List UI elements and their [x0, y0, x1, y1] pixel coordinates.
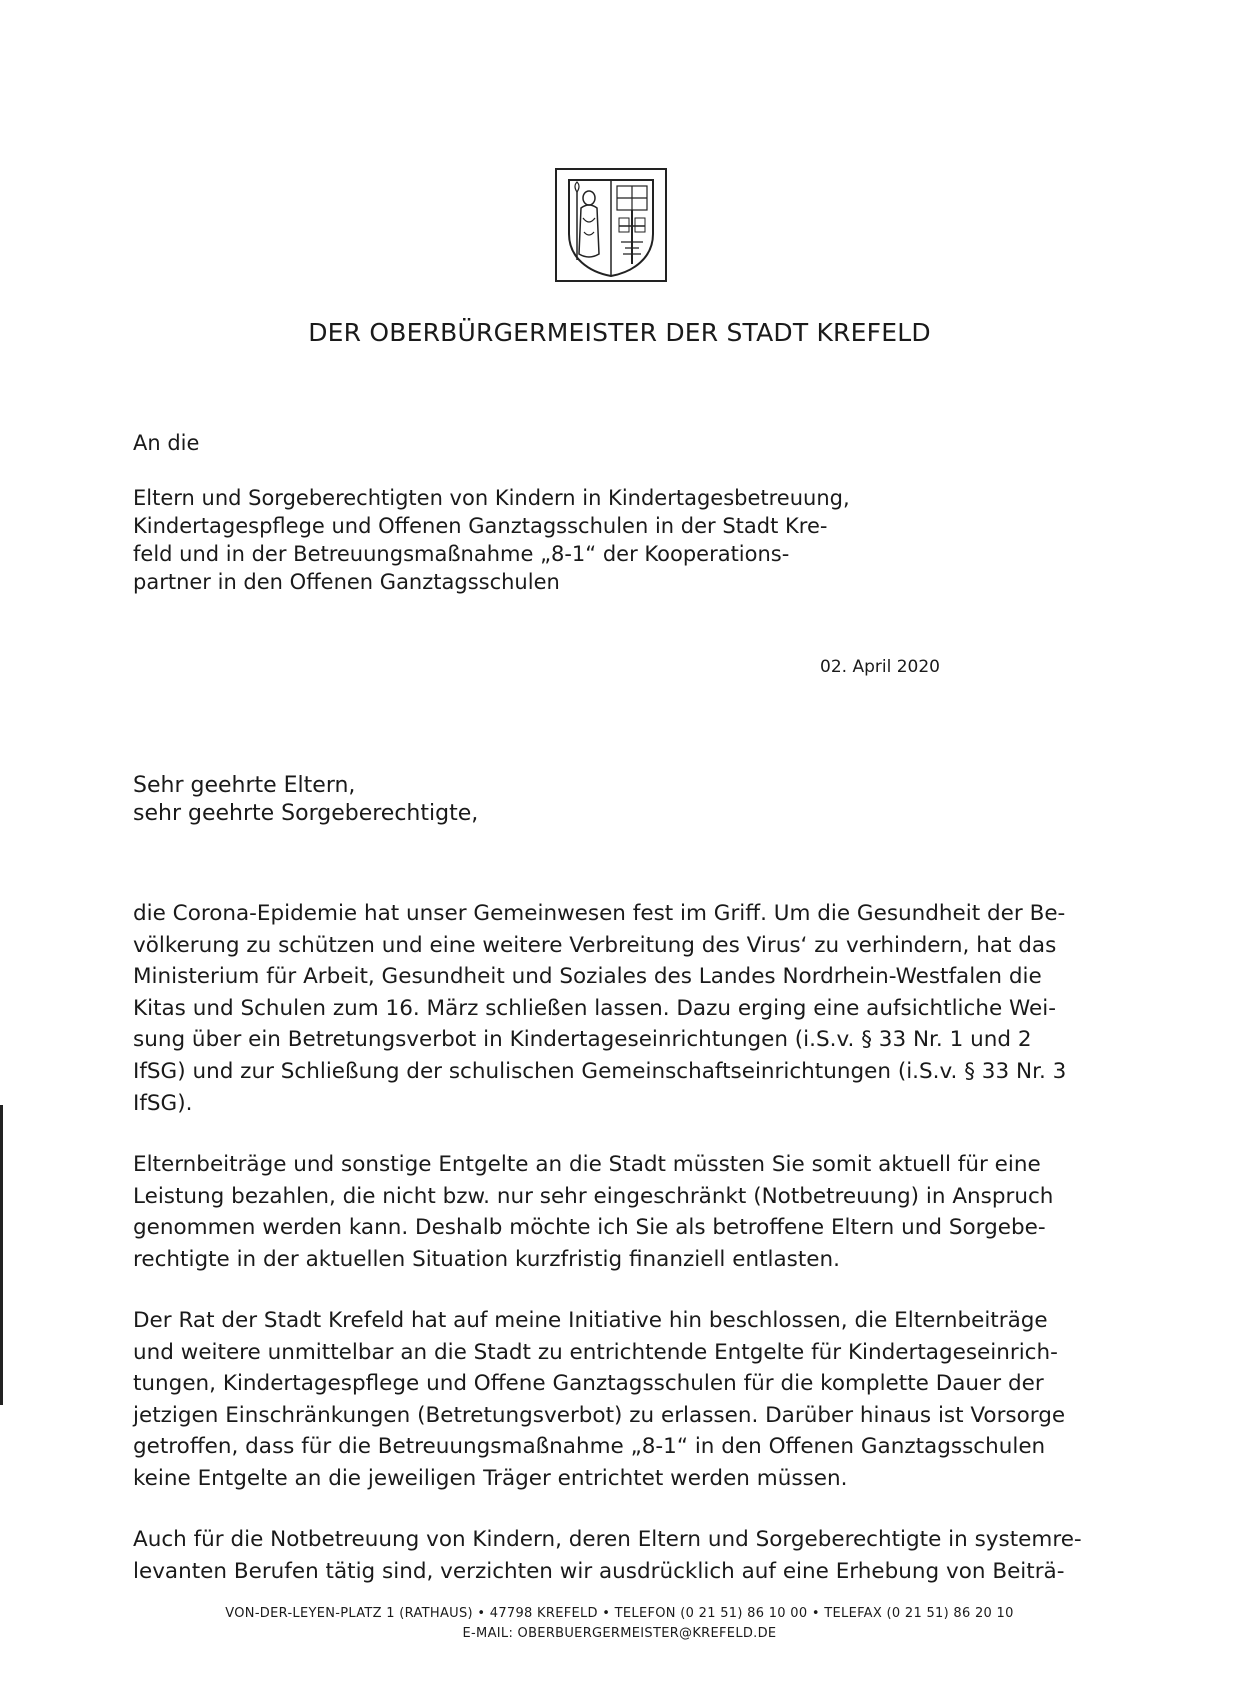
footer-address: VON-DER-LEYEN-PLATZ 1 (RATHAUS) • 47798 KREFELD • TELEFON (0 21 51) 86 10 00 • TELEFAX (0 21 51) 86 20 10	[225, 1606, 1014, 1621]
letter-footer	[0, 1604, 1239, 1644]
paragraph-line: die Corona-Epidemie hat unser Gemeinwesen fest im Griff. Um die Gesundheit der Be-	[133, 901, 1066, 926]
scan-edge-mark	[0, 1105, 3, 1405]
letterhead-title: DER OBERBÜRGERMEISTER DER STADT KREFELD	[308, 318, 931, 347]
paragraph-line: Leistung bezahlen, die nicht bzw. nur sehr eingeschränkt (Notbetreuung) in Anspruch	[133, 1183, 1054, 1209]
paragraph-line: rechtigte in der aktuellen Situation kurzfristig finanziell entlasten.	[133, 1246, 840, 1272]
paragraph-line: IfSG).	[133, 1090, 193, 1116]
recipient-line: Kindertagespflege und Offenen Ganztagsschulen in der Stadt Kre-	[133, 514, 828, 538]
paragraph-line: Elternbeiträge und sonstige Entgelte an die Stadt müssten Sie somit aktuell für eine	[133, 1152, 1041, 1177]
paragraph-line: levanten Berufen tätig sind, verzichten wir ausdrücklich auf eine Erhebung von Beiträ-	[133, 1558, 1065, 1584]
paragraph-line: tungen, Kindertagespflege und Offene Ganztagsschulen für die komplette Dauer der	[133, 1371, 1044, 1397]
paragraph-line: getroffen, dass für die Betreuungsmaßnahme „8-1“ in den Offenen Ganztagsschulen	[133, 1434, 1046, 1460]
paragraph-line: genommen werden kann. Deshalb möchte ich Sie als betroffene Eltern und Sorgebe-	[133, 1215, 1046, 1241]
body-paragraph-4	[133, 1524, 1082, 1587]
krefeld-coat-of-arms-icon	[555, 168, 667, 282]
salutation-line: sehr geehrte Sorgeberechtigte,	[133, 801, 479, 826]
paragraph-line: Ministerium für Arbeit, Gesundheit und Soziales des Landes Nordrhein-Westfalen die	[133, 964, 1042, 990]
paragraph-line: völkerung zu schützen und eine weitere Verbreitung des Virus‘ zu verhindern, hat das	[133, 932, 1057, 958]
footer-email: E-MAIL: OBERBUERGERMEISTER@KREFELD.DE	[462, 1626, 777, 1641]
paragraph-line: Kitas und Schulen zum 16. März schließen lassen. Dazu erging eine aufsichtliche Wei-	[133, 995, 1056, 1021]
salutation	[133, 772, 478, 828]
paragraph-line: keine Entgelte an die jeweiligen Träger entrichtet werden müssen.	[133, 1465, 848, 1491]
paragraph-line: Der Rat der Stadt Krefeld hat auf meine Initiative hin beschlossen, die Elternbeiträge	[133, 1308, 1048, 1333]
paragraph-line: Auch für die Notbetreuung von Kindern, deren Eltern und Sorgeberechtigte in systemre-	[133, 1527, 1082, 1552]
recipient-line: partner in den Offenen Ganztagsschulen	[133, 570, 560, 594]
salutation-line: Sehr geehrte Eltern,	[133, 773, 356, 798]
recipient-block	[133, 484, 850, 596]
paragraph-line: IfSG) und zur Schließung der schulischen Gemeinschaftseinrichtungen (i.S.v. § 33 Nr. 3	[133, 1058, 1067, 1084]
body-paragraph-2	[133, 1149, 1053, 1275]
paragraph-line: jetzigen Einschränkungen (Betretungsverbot) zu erlassen. Darüber hinaus ist Vorsorge	[133, 1402, 1066, 1428]
recipient-line: feld und in der Betreuungsmaßnahme „8-1“ der Kooperations-	[133, 542, 790, 566]
recipient-intro: An die	[133, 431, 200, 455]
letter-date: 02. April 2020	[820, 657, 940, 677]
paragraph-line: und weitere unmittelbar an die Stadt zu entrichtende Entgelte für Kindertageseinrich-	[133, 1339, 1058, 1365]
paragraph-line: sung über ein Betretungsverbot in Kindertageseinrichtungen (i.S.v. § 33 Nr. 1 und 2	[133, 1027, 1032, 1053]
body-paragraph-1	[133, 898, 1066, 1119]
recipient-line: Eltern und Sorgeberechtigten von Kindern in Kindertagesbetreuung,	[133, 486, 850, 510]
body-paragraph-3	[133, 1305, 1065, 1495]
